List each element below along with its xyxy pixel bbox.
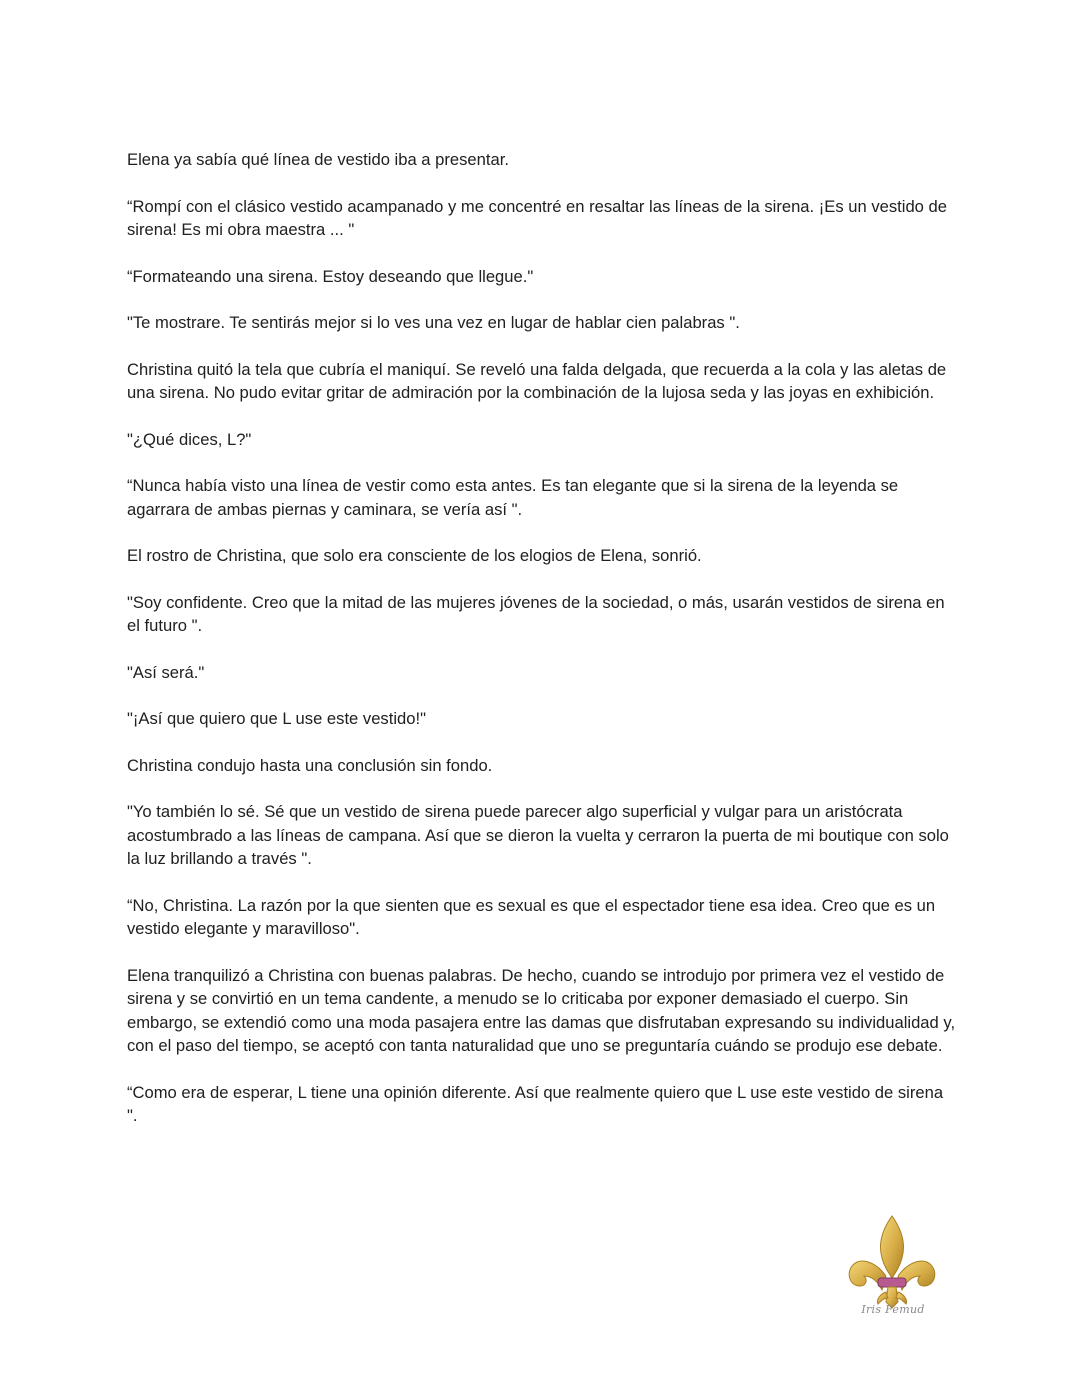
paragraph: “Formateando una sirena. Estoy deseando que llegue." [127, 266, 534, 286]
paragraph: Elena ya sabía qué línea de vestido iba a presentar. [127, 150, 509, 169]
paragraph: Christina quitó la tela que cubría el maniquí. Se reveló una falda delgada, que recuerda a la cola y las aletas de una sirena. No pudo evitar gritar de admiración por la combinación de la lujosa seda y las joyas en exhibición. [127, 359, 947, 402]
paragraph: El rostro de Christina, que solo era consciente de los elogios de Elena, sonrió. [127, 546, 702, 565]
document-body [127, 148, 957, 1151]
paragraph: Christina condujo hasta una conclusión sin fondo. [127, 755, 493, 775]
paragraph: "Te mostrare. Te sentirás mejor si lo ves una vez en lugar de hablar cien palabras ". [127, 313, 740, 332]
paragraph: “Rompí con el clásico vestido acampanado y me concentré en resaltar las líneas de la sirena. ¡Es un vestido de sirena! Es mi obra maestra ... " [127, 196, 947, 239]
paragraph: "Soy confidente. Creo que la mitad de las mujeres jóvenes de la sociedad, o más, usarán vestidos de sirena en el futuro ". [127, 592, 945, 635]
signature: Iris Femud [861, 1303, 925, 1316]
paragraph: "¿Qué dices, L?" [127, 429, 252, 449]
paragraph: "Yo también lo sé. Sé que un vestido de sirena puede parecer algo superficial y vulgar para un aristócrata acostumbrado a las líneas de campana. Así que se dieron la vuelta y cerraron la puerta de mi boutique con solo la luz brillando a través ". [127, 802, 949, 868]
paragraph: “Nunca había visto una línea de vestir como esta antes. Es tan elegante que si la sirena de la leyenda se agarrara de ambas piernas y caminara, se vería así ". [127, 476, 899, 519]
paragraph: "Así será." [127, 662, 205, 682]
paragraph: “Como era de esperar, L tiene una opinión diferente. Así que realmente quiero que L use este vestido de sirena ". [127, 1082, 944, 1125]
paragraph: “No, Christina. La razón por la que sienten que es sexual es que el espectador tiene esa idea. Creo que es un vestido elegante y maravilloso". [127, 895, 936, 938]
paragraph: "¡Así que quiero que L use este vestido!" [127, 709, 426, 728]
paragraph: Elena tranquilizó a Christina con buenas palabras. De hecho, cuando se introdujo por primera vez el vestido de sirena y se convirtió en un tema candente, a menudo se lo criticaba por exponer demasiado el cuerpo. Sin embargo, se extendió como una moda pasajera entre las damas que disfrutaban expresando su individualidad y, con el paso del tiempo, se aceptó con tanta naturalidad que uno se preguntaría cuándo se produjo ese debate. [127, 965, 956, 1055]
